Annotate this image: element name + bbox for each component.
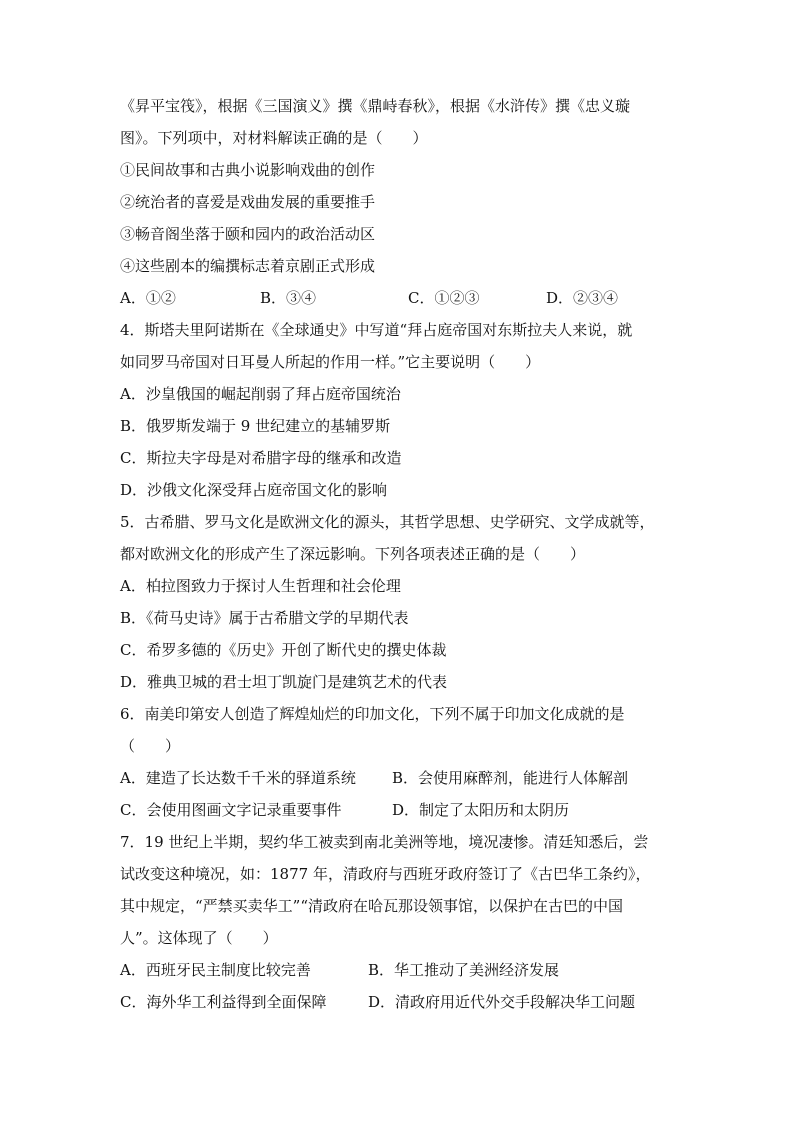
q7-option-d: D．清政府用近代外交手段解决华工问题 xyxy=(368,993,636,1011)
q4-option-a: A．沙皇俄国的崛起削弱了拜占庭帝国统治 xyxy=(120,385,401,403)
q3-stem-line2: 图》。下列项中，对材料解读正确的是（ ） xyxy=(120,129,428,147)
q3-item-3: ③畅音阁坐落于颐和园内的政治活动区 xyxy=(120,225,376,243)
q6-stem-line1: 6．南美印第安人创造了辉煌灿烂的印加文化，下列不属于印加文化成就的是 xyxy=(120,705,625,723)
q3-option-c: C．①②③ xyxy=(408,289,480,307)
q5-option-c: C．希罗多德的《历史》开创了断代史的撰史体裁 xyxy=(120,641,447,659)
q4-stem-line2: 如同罗马帝国对日耳曼人所起的作用一样。”它主要说明（ ） xyxy=(120,353,541,371)
q5-stem-line1: 5．古希腊、罗马文化是欧洲文化的源头，其哲学思想、史学研究、文学成就等， xyxy=(120,513,655,531)
q3-item-2: ②统治者的喜爱是戏曲发展的重要推手 xyxy=(120,193,376,211)
q7-option-c: C．海外华工利益得到全面保障 xyxy=(120,993,327,1011)
q6-option-b: B．会使用麻醉剂，能进行人体解剖 xyxy=(392,769,629,787)
q6-option-a: A．建造了长达数千千米的驿道系统 xyxy=(120,769,356,787)
q7-option-b: B．华工推动了美洲经济发展 xyxy=(368,961,560,979)
q4-option-c: C．斯拉夫字母是对希腊字母的继承和改造 xyxy=(120,449,402,467)
q4-stem-line1: 4．斯塔夫里阿诺斯在《全球通史》中写道“拜占庭帝国对东斯拉夫人来说，就 xyxy=(120,321,633,339)
q5-option-d: D．雅典卫城的君士坦丁凯旋门是建筑艺术的代表 xyxy=(120,673,448,691)
q6-stem-line2: （ ） xyxy=(120,737,181,755)
q7-option-a: A．西班牙民主制度比较完善 xyxy=(120,961,311,979)
q3-item-1: ①民间故事和古典小说影响戏曲的创作 xyxy=(120,161,376,179)
q3-option-d: D．②③④ xyxy=(546,289,619,307)
q4-option-b: B．俄罗斯发端于 9 世纪建立的基辅罗斯 xyxy=(120,417,391,435)
q3-option-b: B．③④ xyxy=(260,289,317,307)
q3-option-a: A．①② xyxy=(120,289,176,307)
q5-option-a: A．柏拉图致力于探讨人生哲理和社会伦理 xyxy=(120,577,401,595)
q6-option-c: C．会使用图画文字记录重要事件 xyxy=(120,801,342,819)
q5-option-b: B．《荷马史诗》属于古希腊文学的早期代表 xyxy=(120,609,409,627)
q6-option-d: D．制定了太阳历和太阴历 xyxy=(392,801,570,819)
q5-stem-line2: 都对欧洲文化的形成产生了深远影响。下列各项表述正确的是（ ） xyxy=(120,545,586,563)
q7-stem-line4: 人”。这体现了（ ） xyxy=(120,929,278,947)
q3-item-4: ④这些剧本的编撰标志着京剧正式形成 xyxy=(120,257,376,275)
q7-stem-line1: 7．19 世纪上半期，契约华工被卖到南北美洲等地，境况凄惨。清廷知悉后，尝 xyxy=(120,833,649,851)
q4-option-d: D．沙俄文化深受拜占庭帝国文化的影响 xyxy=(120,481,388,499)
q7-stem-line3: 其中规定，“严禁买卖华工”“清政府在哈瓦那设领事馆，以保护在古巴的中国 xyxy=(120,897,624,915)
q3-stem-line1: 《昇平宝筏》，根据《三国演义》撰《鼎峙春秋》，根据《水浒传》撰《忠义璇 xyxy=(120,97,631,115)
q7-stem-line2: 试改变这种境况，如：1877 年，清政府与西班牙政府签订了《古巴华工条约》， xyxy=(120,865,651,883)
